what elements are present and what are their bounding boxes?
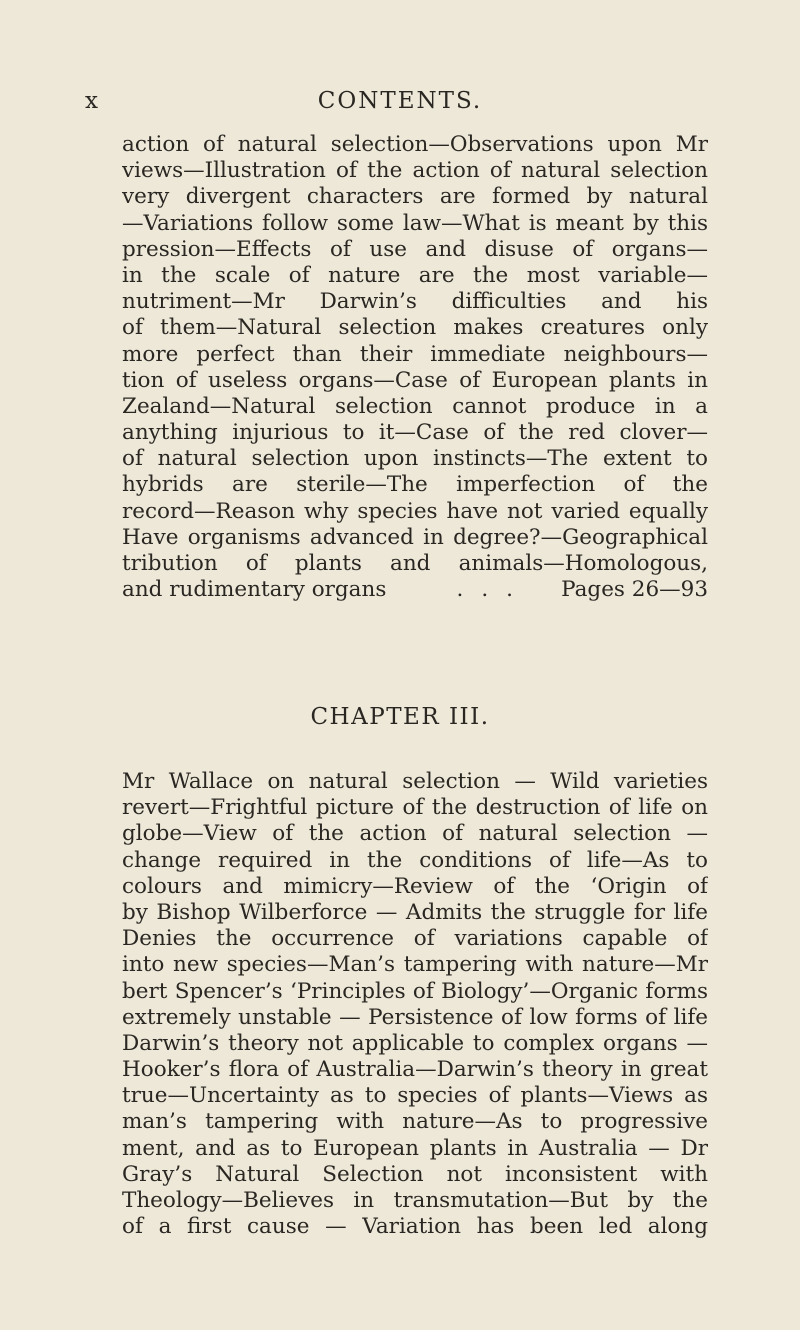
text-line: Darwin’s theory not applicable to complex organs —	[122, 1030, 708, 1056]
text-line: revert—Frightful picture of the destruction of life on	[122, 795, 708, 821]
text-line: Denies the occurrence of variations capable of	[122, 926, 708, 952]
text-line: —Variations follow some law—What is meant by this	[122, 210, 708, 236]
text-line: action of natural selection—Observations upon Mr	[122, 132, 708, 157]
text-line: Gray’s Natural Selection not inconsistent with	[122, 1161, 708, 1187]
text-line: pression—Effects of use and disuse of organs—	[122, 236, 708, 262]
text-line: more perfect than their immediate neighbours—	[122, 341, 708, 367]
leader-dots: ...	[456, 577, 531, 603]
text-line: by Bishop Wilberforce — Admits the struggle for life	[122, 899, 708, 925]
pages-reference-line	[122, 577, 708, 603]
text-line: record—Reason why species have not varied equally	[122, 498, 708, 524]
text-line: Mr Wallace on natural selection — Wild varieties	[122, 769, 708, 794]
contents-section-2	[122, 769, 708, 1240]
text-line: Hooker’s flora of Australia—Darwin’s theory in great	[122, 1057, 708, 1083]
text-line: true—Uncertainty as to species of plants—Views as	[122, 1083, 708, 1109]
text-line: nutriment—Mr Darwin’s difficulties and his	[122, 289, 708, 315]
text-line: tion of useless organs—Case of European plants in	[122, 367, 708, 393]
text-line: of natural selection upon instincts—The extent to	[122, 446, 708, 472]
page-number: x	[85, 88, 99, 114]
text-line: ment, and as to European plants in Australia — Dr	[122, 1135, 708, 1161]
text-line: in the scale of nature are the most variable—	[122, 262, 708, 288]
text-line: very divergent characters are formed by natural	[122, 184, 708, 210]
page-header	[0, 88, 800, 118]
text-line: man’s tampering with nature—As to progressive	[122, 1109, 708, 1135]
chapter-heading: CHAPTER III.	[310, 704, 490, 730]
text-line: anything injurious to it—Case of the red clover—	[122, 420, 708, 446]
text-line: into new species—Man’s tampering with nature—Mr	[122, 952, 708, 978]
text-line: of a first cause — Variation has been led along	[122, 1214, 708, 1240]
text-line: change required in the conditions of life—As to	[122, 847, 708, 873]
pages-reference: Pages 26—93	[561, 577, 708, 603]
text-line: globe—View of the action of natural selection —	[122, 821, 708, 847]
text-line: bert Spencer’s ‘Principles of Biology’—Organic forms	[122, 978, 708, 1004]
text-line: of them—Natural selection makes creatures only	[122, 315, 708, 341]
text-line: Zealand—Natural selection cannot produce in a	[122, 393, 708, 419]
running-head: CONTENTS.	[317, 88, 483, 114]
text-line: hybrids are sterile—The imperfection of the	[122, 472, 708, 498]
contents-section-1	[122, 132, 708, 603]
text-line: colours and mimicry—Review of the ‘Origin of	[122, 873, 708, 899]
final-line-text: and rudimentary organs	[122, 577, 387, 603]
text-line: tribution of plants and animals—Homologous,	[122, 551, 708, 576]
text-line: extremely unstable — Persistence of low forms of life	[122, 1004, 708, 1030]
text-line: Theology—Believes in transmutation—But by the	[122, 1188, 708, 1213]
text-line: views—Illustration of the action of natural selection	[122, 158, 708, 184]
text-line: Have organisms advanced in degree?—Geographical	[122, 524, 708, 550]
